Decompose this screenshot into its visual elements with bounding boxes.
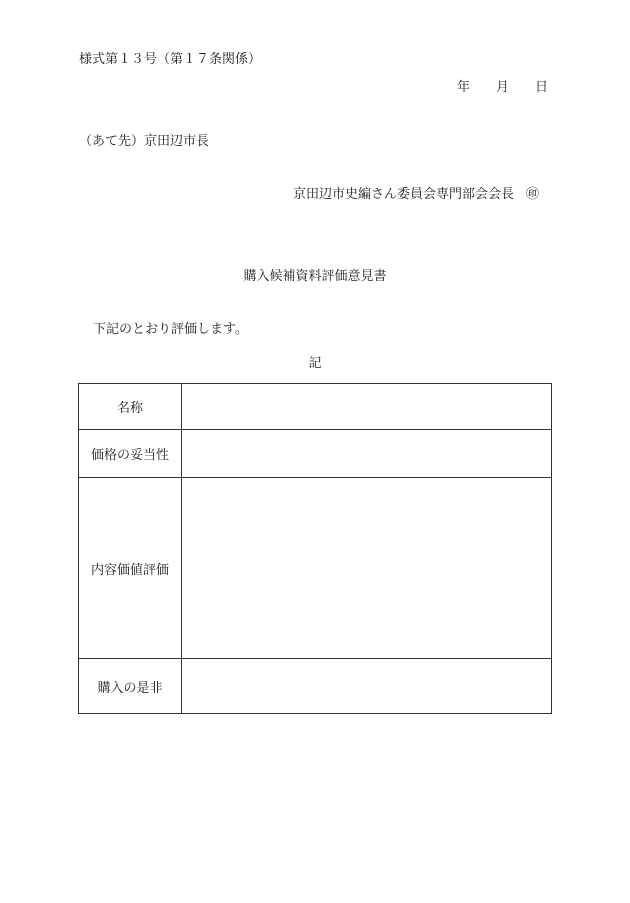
row-value-purchase-decision[interactable] [182,659,552,714]
table-row [79,430,552,478]
row-value-price-validity[interactable] [182,430,552,478]
date-month-label: 月 [496,80,510,95]
document-title: 購入候補資料評価意見書 [243,269,387,284]
ki-heading: 記 [308,356,322,371]
date-line [457,81,548,94]
table-row [79,384,552,430]
row-label-content-value: 内容価値評価 [79,478,182,659]
row-label-purchase-decision: 購入の是非 [79,659,182,714]
addressee: （あて先）京田辺市長 [79,134,210,149]
intro-text: 下記のとおり評価します。 [93,322,248,337]
sender-name: 京田辺市史編さん委員会専門部会会長 [293,187,515,202]
sender-line [293,188,539,201]
table-row [79,659,552,714]
evaluation-table [78,383,552,714]
row-value-name[interactable] [182,384,552,430]
seal-mark: ㊞ [526,187,540,202]
row-value-content-value[interactable] [182,478,552,659]
row-label-price-validity: 価格の妥当性 [79,430,182,478]
form-number: 様式第１３号（第１７条関係） [79,52,262,67]
table-row [79,478,552,659]
date-day-label: 日 [535,80,549,95]
row-label-name: 名称 [79,384,182,430]
date-year-label: 年 [457,80,471,95]
